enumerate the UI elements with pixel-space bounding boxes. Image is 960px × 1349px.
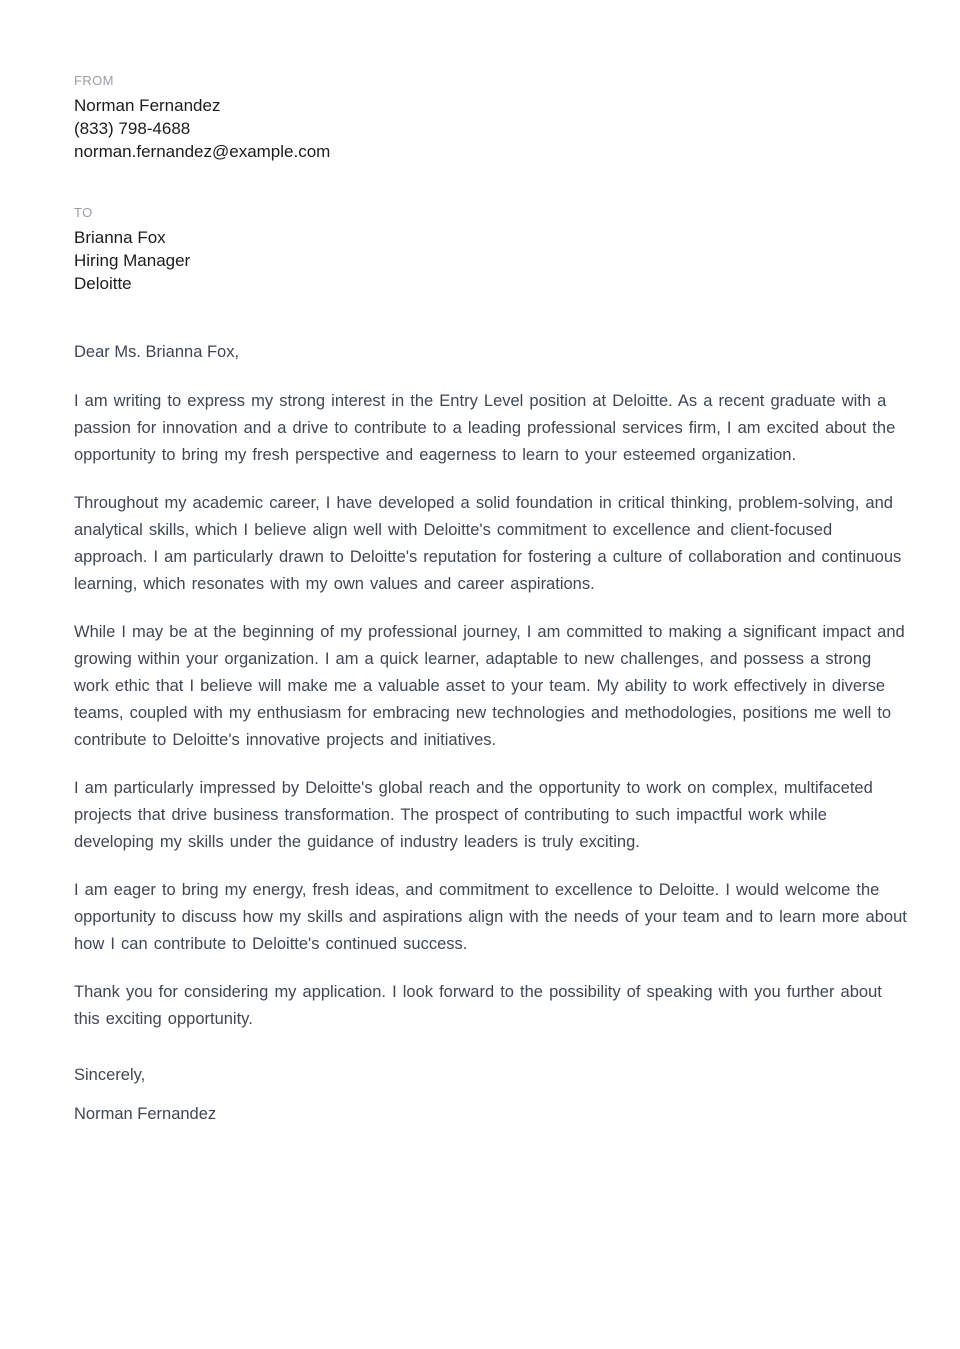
recipient-company: Deloitte <box>74 274 132 293</box>
sender-phone: (833) 798-4688 <box>74 119 191 138</box>
body-paragraph: While I may be at the beginning of my professional journey, I am committed to making a significant impact and growing within your organization. I am a quick learner, adaptable to new challenges, and possess a strong work ethic that I believe will make me a valuable asset to your team. My ability to work effectively in diverse teams, coupled with my enthusiasm for embracing new technologies and methodologies, positions me well to contribute to Deloitte's innovative projects and initiatives. <box>74 623 905 749</box>
to-label: TO <box>74 205 93 220</box>
closing-block <box>74 1062 907 1128</box>
sender-block <box>74 71 907 163</box>
body-paragraph: Thank you for considering my application. I look forward to the possibility of speaking with you further about this exciting opportunity. <box>74 983 882 1028</box>
recipient-title: Hiring Manager <box>74 251 191 270</box>
signature-name: Norman Fernandez <box>74 1105 217 1123</box>
recipient-block <box>74 203 907 295</box>
body-paragraph: I am eager to bring my energy, fresh ideas, and commitment to excellence to Deloitte. I would welcome the opportunity to discuss how my skills and aspirations align with the needs of your team and to learn more about how I can contribute to Deloitte's continued success. <box>74 881 907 953</box>
from-label: FROM <box>74 73 114 88</box>
greeting: Dear Ms. Brianna Fox, <box>74 343 240 361</box>
letter-body <box>74 388 907 1033</box>
body-paragraph: I am particularly impressed by Deloitte's global reach and the opportunity to work on complex, multifaceted projects that drive business transformation. The prospect of contributing to such impactful work while developing my skills under the guidance of industry leaders is truly exciting. <box>74 779 873 851</box>
valediction: Sincerely, <box>74 1066 146 1084</box>
recipient-name: Brianna Fox <box>74 228 166 247</box>
body-paragraph: I am writing to express my strong interest in the Entry Level position at Deloitte. As a recent graduate with a passion for innovation and a drive to contribute to a leading professional services firm, I am excited about the opportunity to bring my fresh perspective and eagerness to learn to your esteemed organization. <box>74 392 896 464</box>
body-paragraph: Throughout my academic career, I have developed a solid foundation in critical thinking, problem-solving, and analytical skills, which I believe align well with Deloitte's commitment to excellence and client-focused approach. I am particularly drawn to Deloitte's reputation for fostering a culture of collaboration and continuous learning, which resonates with my own values and career aspirations. <box>74 494 902 593</box>
sender-name: Norman Fernandez <box>74 96 221 115</box>
sender-email: norman.fernandez@example.com <box>74 142 331 161</box>
